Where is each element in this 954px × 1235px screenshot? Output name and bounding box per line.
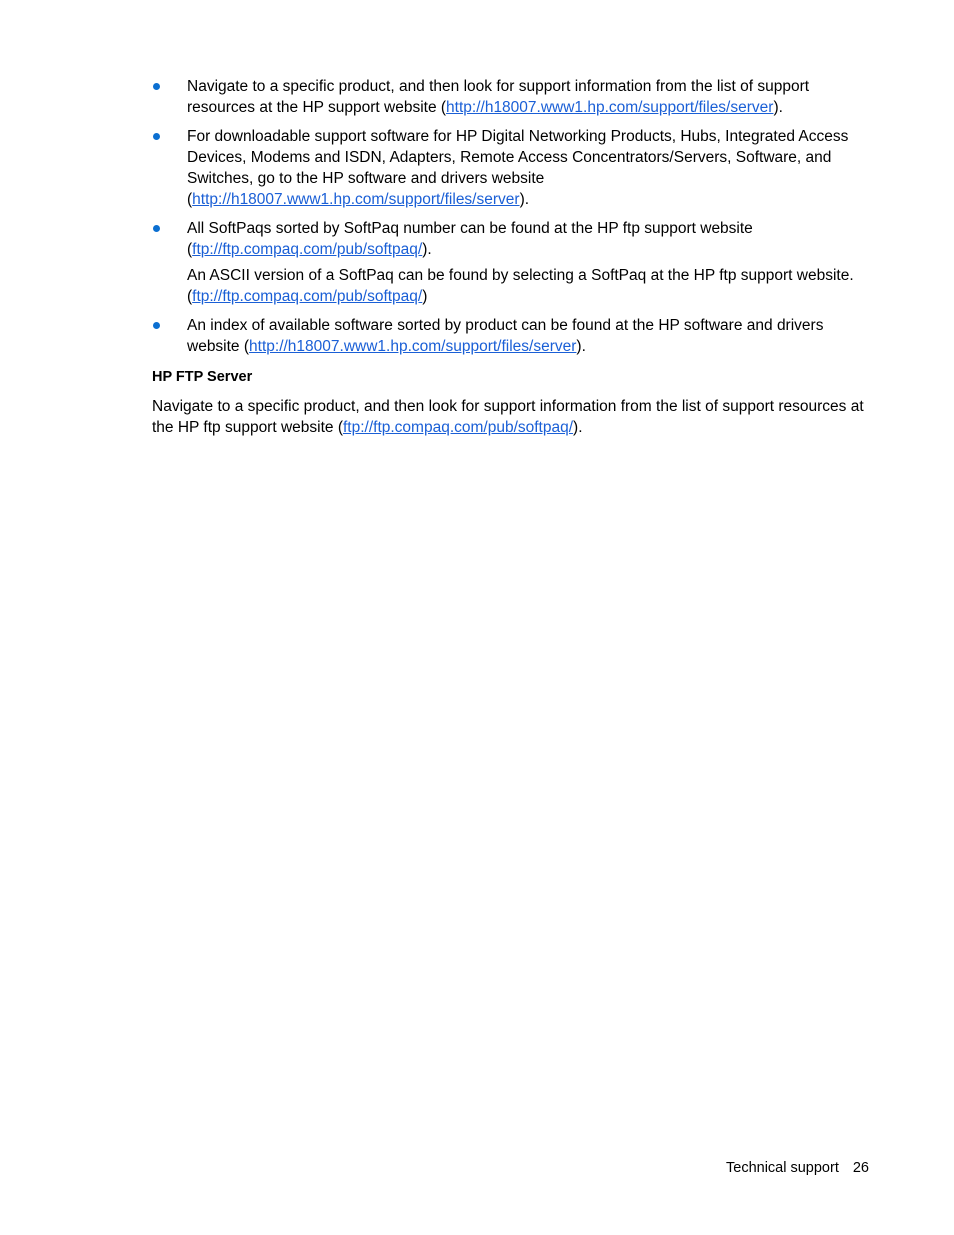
support-files-link[interactable]: http://h18007.www1.hp.com/support/files/server <box>446 99 774 116</box>
list-item-subtext: An ASCII version of a SoftPaq can be found by selecting a SoftPaq at the HP ftp support website. (ftp://ftp.compaq.com/pub/softpaq/) <box>187 267 854 305</box>
bullet-icon <box>153 83 160 90</box>
list-item-text: For downloadable support software for HP Digital Networking Products, Hubs, Integrated Access Devices, Modems and ISDN, Adapters, Remote Access Concentrators/Servers, Software, and Switches, go to the HP software and drivers website (http://h18007.www1.hp.com/support/files/server). <box>187 128 849 208</box>
bullet-icon <box>153 225 160 232</box>
software-drivers-link[interactable]: http://h18007.www1.hp.com/support/files/server <box>192 191 520 208</box>
support-resources-list <box>152 76 872 357</box>
ftp-server-link[interactable]: ftp://ftp.compaq.com/pub/softpaq/ <box>342 419 574 436</box>
section-paragraph: Navigate to a specific product, and then look for support information from the list of support resources at the HP ftp support website (ftp://ftp.compaq.com/pub/softpaq/). <box>152 398 864 436</box>
page-number: 26 <box>852 1160 869 1176</box>
bullet-icon <box>153 133 160 140</box>
bullet-icon <box>153 322 160 329</box>
footer-section-name: Technical support <box>726 1160 839 1176</box>
list-item <box>152 218 872 307</box>
list-item <box>152 315 872 357</box>
softpaq-ftp-link[interactable]: ftp://ftp.compaq.com/pub/softpaq/ <box>192 241 423 258</box>
page-footer <box>726 1158 869 1178</box>
list-item-text: An index of available software sorted by product can be found at the HP software and drivers website (http://h18007.www1.hp.com/support/files/server). <box>187 317 824 355</box>
list-item <box>152 126 872 210</box>
page-content <box>152 76 872 438</box>
softpaq-ascii-ftp-link[interactable]: ftp://ftp.compaq.com/pub/softpaq/ <box>192 288 423 305</box>
software-index-link[interactable]: http://h18007.www1.hp.com/support/files/server <box>249 338 577 355</box>
section-heading: HP FTP Server <box>152 369 253 385</box>
list-item-text: All SoftPaqs sorted by SoftPaq number can be found at the HP ftp support website (ftp://ftp.compaq.com/pub/softpaq/). <box>187 220 753 258</box>
list-item <box>152 76 872 118</box>
list-item-text: Navigate to a specific product, and then look for support information from the list of support resources at the HP support website (http://h18007.www1.hp.com/support/files/server). <box>187 78 810 116</box>
